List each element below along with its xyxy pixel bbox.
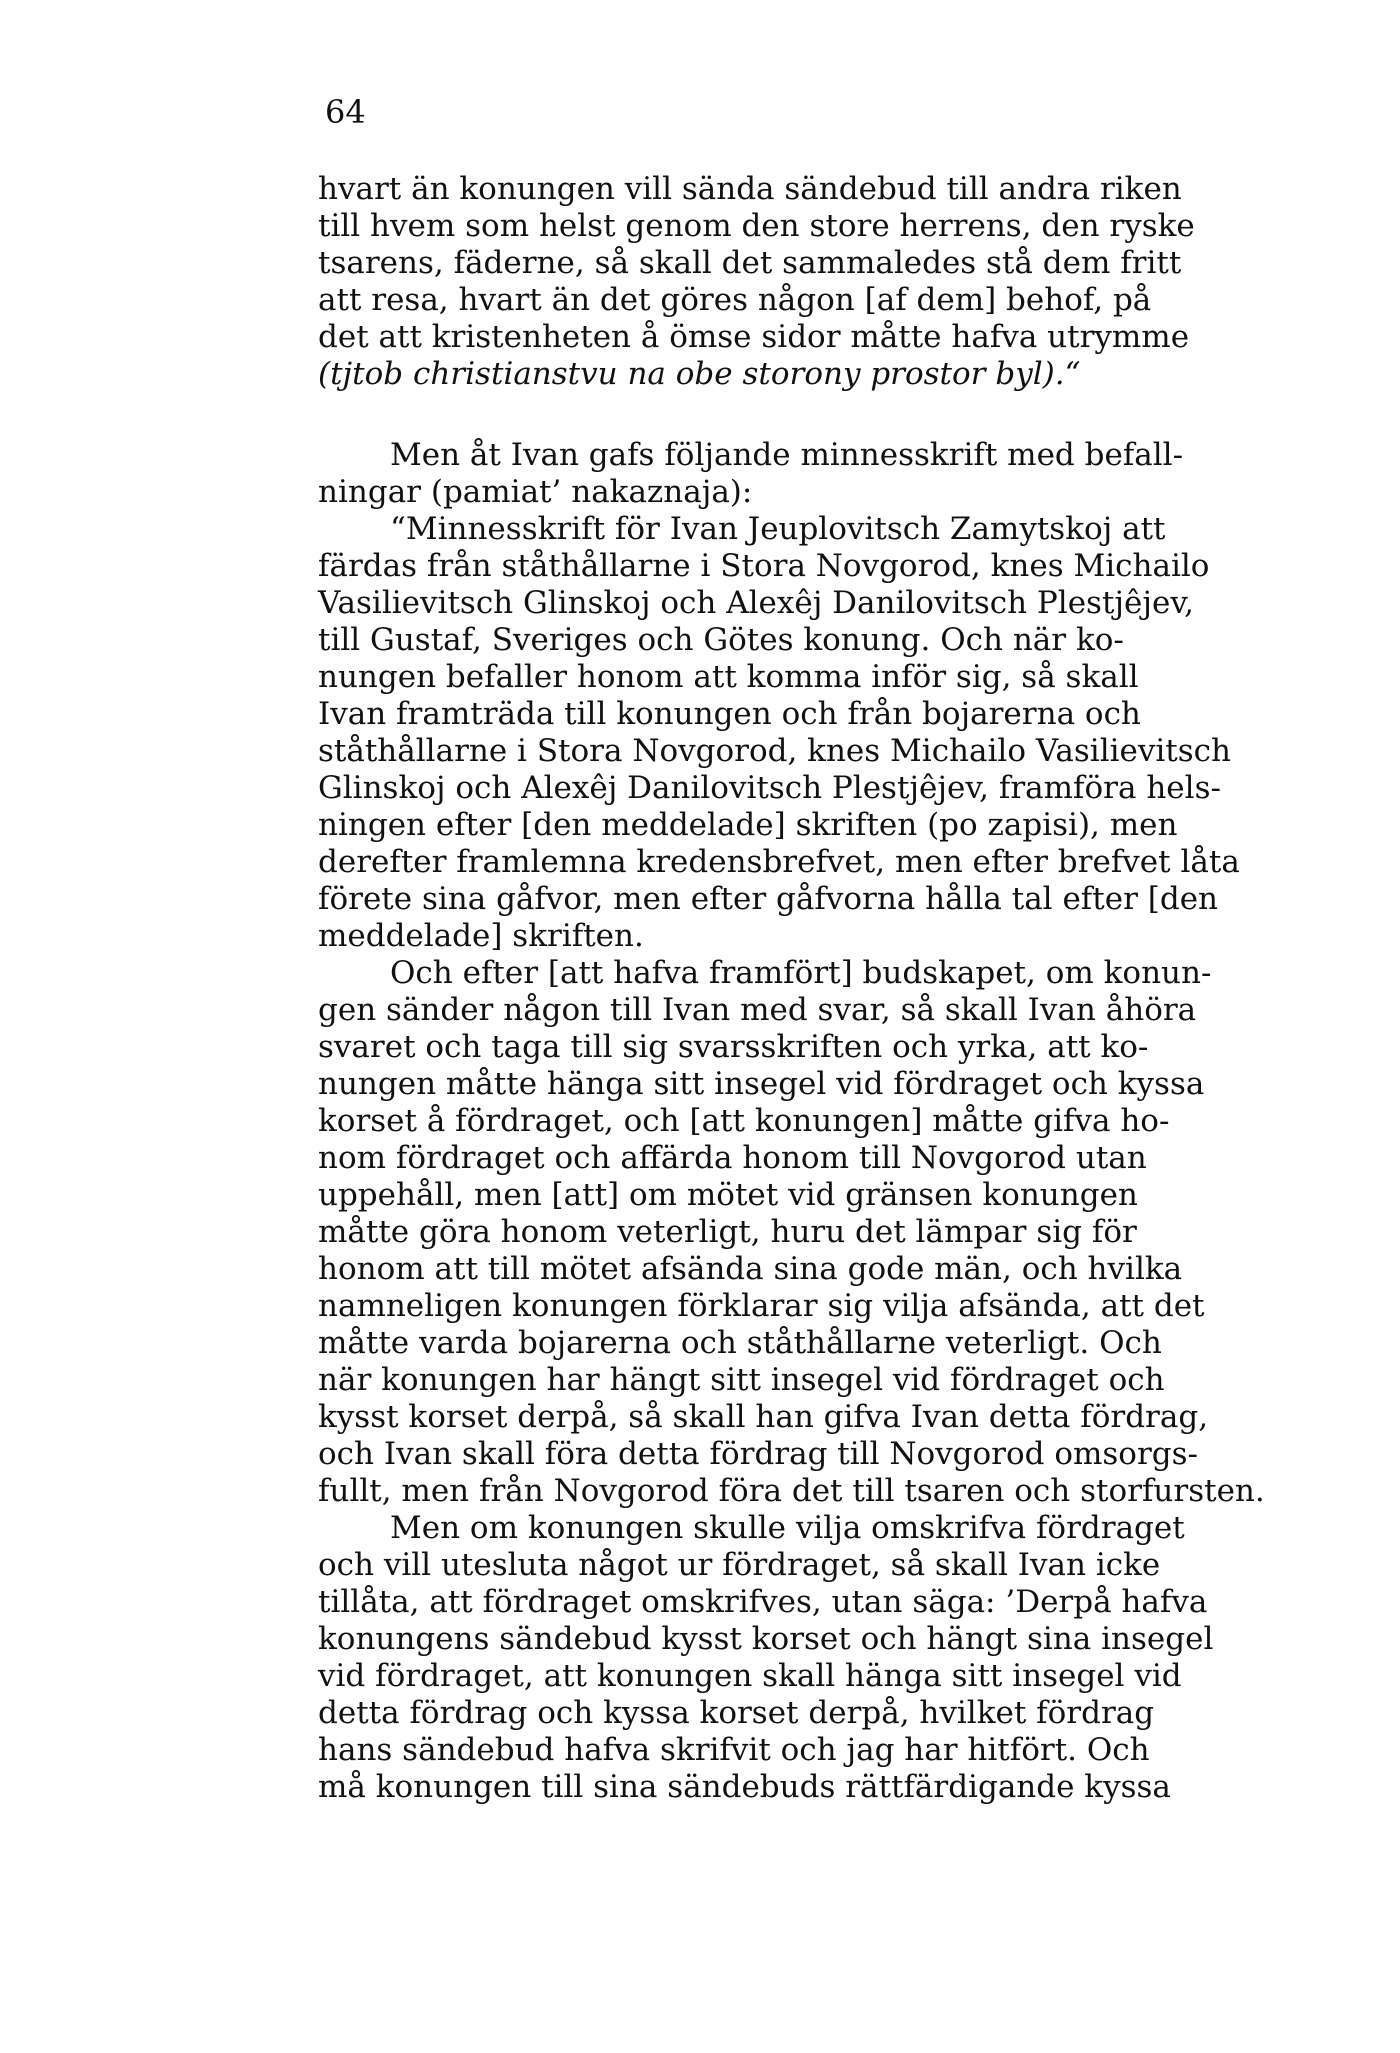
text-line: till Gustaf, Sveriges och Götes konung. Och när ko-: [318, 622, 1124, 658]
text-line: tillåta, att fördraget omskrifves, utan säga: ’Derpå hafva: [318, 1584, 1208, 1620]
text-line: måtte varda bojarerna och ståthållarne veterligt. Och: [318, 1325, 1162, 1361]
text-line: Men åt Ivan gafs följande minnesskrift med befall-: [390, 437, 1184, 473]
text-line: förete sina gåfvor, men efter gåfvorna hålla tal efter [den: [318, 881, 1218, 917]
text-line: svaret och taga till sig svarsskriften och yrka, att ko-: [318, 1029, 1149, 1065]
text-line: måtte göra honom veterligt, huru det lämpar sig för: [318, 1214, 1137, 1250]
text-line: honom att till mötet afsända sina gode män, och hvilka: [318, 1251, 1183, 1287]
text-line: det att kristenheten å ömse sidor måtte hafva utrymme: [318, 319, 1190, 355]
text-line: vid fördraget, att konungen skall hänga sitt insegel vid: [318, 1658, 1182, 1694]
text-line: nom fördraget och affärda honom till Novgorod utan: [318, 1140, 1147, 1176]
text-line: kysst korset derpå, så skall han gifva Ivan detta fördrag,: [318, 1399, 1209, 1435]
text-line: ningar (pamiat’ nakaznaja):: [318, 474, 753, 510]
text-line: till hvem som helst genom den store herrens, den ryske: [318, 208, 1195, 244]
text-line: korset å fördraget, och [att konungen] måtte gifva ho-: [318, 1103, 1170, 1139]
text-line: gen sänder någon till Ivan med svar, så skall Ivan åhöra: [318, 992, 1197, 1028]
text-line: nungen befaller honom att komma inför sig, så skall: [318, 659, 1139, 695]
page-number: 64: [325, 93, 366, 131]
text-line: hans sändebud hafva skrifvit och jag har hitfört. Och: [318, 1732, 1150, 1768]
text-line: hvart än konungen vill sända sändebud till andra riken: [318, 171, 1182, 207]
text-line: ståthållarne i Stora Novgorod, knes Michailo Vasilievitsch: [318, 733, 1231, 769]
text-line: och Ivan skall föra detta fördrag till Novgorod omsorgs-: [318, 1436, 1199, 1472]
text-line: ningen efter [den meddelade] skriften (po zapisi), men: [318, 807, 1178, 843]
text-line: derefter framlemna kredensbrefvet, men efter brefvet låta: [318, 844, 1240, 880]
text-line: Ivan framträda till konungen och från bojarerna och: [318, 696, 1141, 732]
text-line: Vasilievitsch Glinskoj och Alexêj Danilovitsch Plestjêjev,: [318, 585, 1195, 621]
text-line: meddelade] skriften.: [318, 918, 644, 954]
text-line: att resa, hvart än det göres någon [af dem] behof, på: [318, 282, 1152, 318]
text-line: Och efter [att hafva framfört] budskapet, om konun-: [390, 955, 1212, 991]
text-line: fullt, men från Novgorod föra det till tsaren och storfursten.: [318, 1473, 1265, 1509]
text-line: tsarens, fäderne, så skall det sammaledes stå dem fritt: [318, 245, 1182, 281]
text-line: nungen måtte hänga sitt insegel vid fördraget och kyssa: [318, 1066, 1205, 1102]
text-line: uppehåll, men [att] om mötet vid gränsen konungen: [318, 1177, 1138, 1213]
text-line: må konungen till sina sändebuds rättfärdigande kyssa: [318, 1769, 1171, 1805]
text-line: färdas från ståthållarne i Stora Novgorod, knes Michailo: [318, 548, 1210, 584]
text-line: Men om konungen skulle vilja omskrifva fördraget: [390, 1510, 1185, 1546]
text-line: namneligen konungen förklarar sig vilja afsända, att det: [318, 1288, 1205, 1324]
text-line: (tjtob christianstvu na obe storony prostor byl).“: [318, 356, 1081, 392]
text-line: konungens sändebud kysst korset och hängt sina insegel: [318, 1621, 1214, 1657]
text-line: och vill utesluta något ur fördraget, så skall Ivan icke: [318, 1547, 1161, 1583]
text-line: när konungen har hängt sitt insegel vid fördraget och: [318, 1362, 1165, 1398]
text-line: Glinskoj och Alexêj Danilovitsch Plestjêjev, framföra hels-: [318, 770, 1221, 806]
text-line: “Minnesskrift för Ivan Jeuplovitsch Zamytskoj att: [390, 511, 1166, 547]
text-line: detta fördrag och kyssa korset derpå, hvilket fördrag: [318, 1695, 1155, 1731]
